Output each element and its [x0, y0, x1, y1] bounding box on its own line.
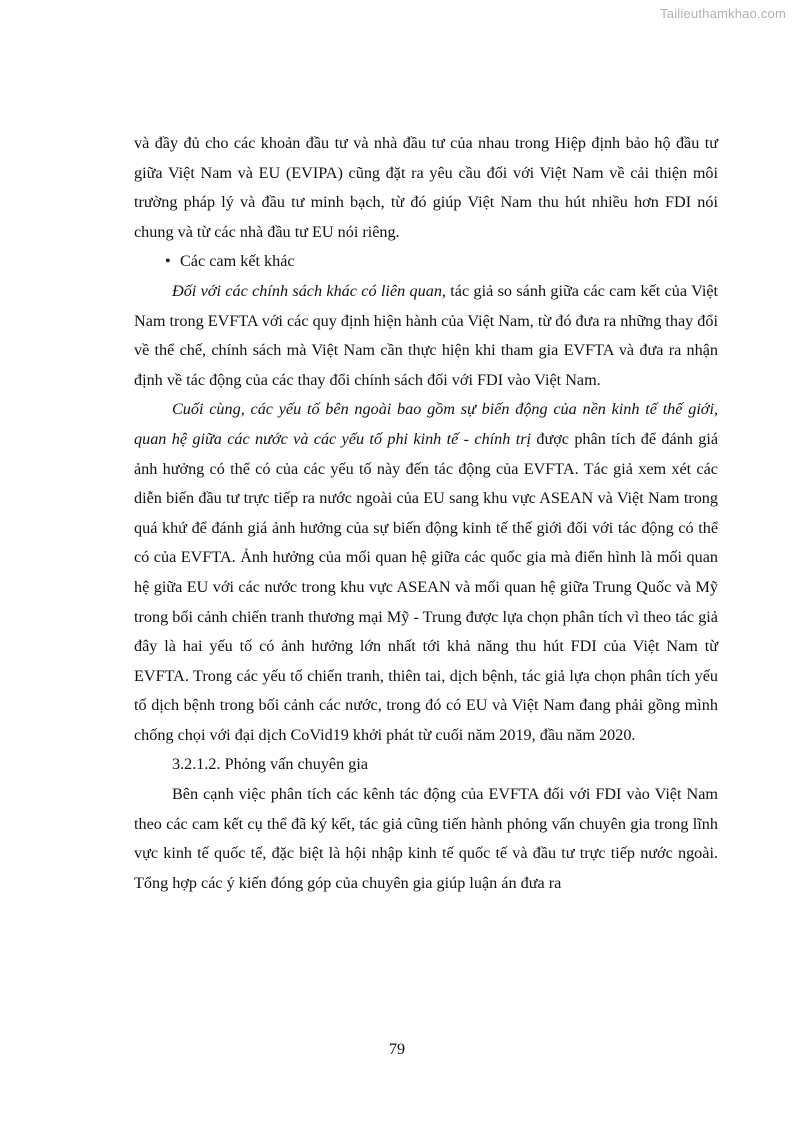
- italic-lead: Cuối cùng, các yếu tố bên ngoài bao gồm sự biến động của nền kinh tế thế giới, quan hệ giữa các nước và các yếu tố phi kinh tế - chính trị: [134, 400, 718, 448]
- bullet-item-other-commitments: [134, 247, 718, 277]
- bullet-text: Các cam kết khác: [180, 252, 295, 271]
- italic-lead: Đối với các chính sách khác có liên quan,: [172, 281, 446, 300]
- paragraph-text: được phân tích để đánh giá ảnh hưởng có thể có của các yếu tố này đến tác động của EVFTA. Tác giả xem xét các diễn biến đầu tư trực tiếp ra nước ngoài của EU sang khu vực ASEAN và Việt Nam trong quá khứ để đánh giá ảnh hưởng của sự biến động kinh tế thế giới đối với tác động có thể có của EVFTA. Ảnh hưởng của mối quan hệ giữa các quốc gia mà điển hình là mối quan hệ giữa EU với các nước trong khu vực ASEAN và mối quan hệ giữa Trung Quốc và Mỹ trong bối cảnh chiến tranh thương mại Mỹ - Trung được lựa chọn phân tích vì theo tác giả đây là hai yếu tố có ảnh hưởng lớn nhất tới khả năng thu hút FDI của Việt Nam từ EVFTA. Trong các yếu tố chiến tranh, thiên tai, dịch bệnh, tác giả lựa chọn phân tích yếu tố dịch bệnh trong bối cảnh các nước, trong đó có EU và Việt Nam đang phải gồng mình chống chọi với đại dịch CoVid19 khởi phát từ cuối năm 2019, đầu năm 2020.: [134, 429, 719, 744]
- paragraph-text: tác giả so sánh giữa các cam kết của Việt Nam trong EVFTA với các quy định hiện hành của Việt Nam, từ đó đưa ra những thay đổi về thể chế, chính sách mà Việt Nam cần thực hiện khi tham gia EVFTA và đưa ra nhận định về tác động của các thay đổi chính sách đối với FDI vào Việt Nam.: [134, 281, 718, 389]
- paragraph-external-factors: [134, 395, 718, 750]
- paragraph-evipa: và đầy đủ cho các khoản đầu tư và nhà đầu tư của nhau trong Hiệp định bảo hộ đầu tư giữa Việt Nam và EU (EVIPA) cũng đặt ra yêu cầu đối với Việt Nam về cải thiện môi trường pháp lý và đầu tư minh bạch, từ đó giúp Việt Nam thu hút nhiều hơn FDI nói chung và từ các nhà đầu tư EU nói riêng.: [134, 134, 718, 241]
- paragraph-expert-interview: Bên cạnh việc phân tích các kênh tác động của EVFTA đối với FDI vào Việt Nam theo các cam kết cụ thể đã ký kết, tác giả cũng tiến hành phỏng vấn chuyên gia trong lĩnh vực kinh tế quốc tế, đặc biệt là hội nhập kinh tế quốc tế và đầu tư trực tiếp nước ngoài. Tổng hợp các ý kiến đóng góp của chuyên gia giúp luận án đưa ra: [134, 785, 718, 892]
- bullet-icon: •: [165, 252, 171, 271]
- page-number: 79: [388, 1040, 406, 1058]
- document-body: [134, 129, 718, 898]
- watermark: Tailieuthamkhao.com: [660, 6, 786, 21]
- section-heading: 3.2.1.2. Phỏng vấn chuyên gia: [172, 755, 369, 774]
- paragraph-other-policies: [134, 277, 718, 395]
